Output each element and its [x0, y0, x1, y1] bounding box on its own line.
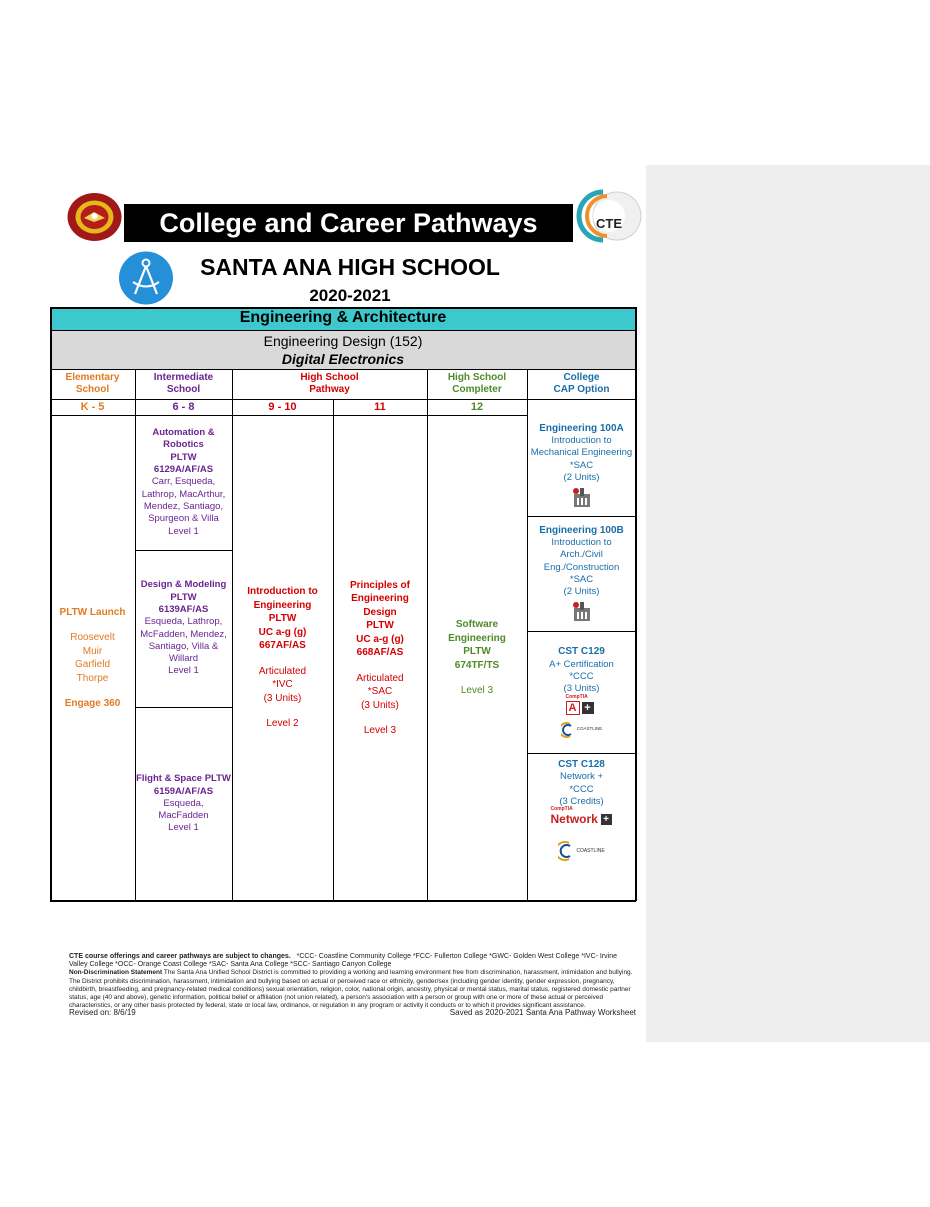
coastline-logo: [561, 722, 603, 738]
sac-tower-icon: [572, 486, 592, 508]
footer-lead: CTE course offerings and career pathways are subject to changes.: [69, 953, 291, 960]
divider: [427, 369, 428, 901]
comptia-a-plus-badge: [565, 693, 598, 716]
network-badge: Network: [550, 812, 598, 827]
divider: [527, 516, 636, 517]
district-seal-icon: [66, 192, 123, 242]
elementary-school: Garfield: [74, 659, 110, 670]
divider: [50, 399, 636, 400]
school-name: SANTA ANA HIGH SCHOOL: [200, 254, 500, 280]
elementary-cell: [50, 415, 135, 901]
elementary-program: PLTW Launch: [59, 606, 126, 618]
grade-12: 12: [470, 400, 484, 413]
divider: [50, 330, 636, 331]
col-header-completer: High School Completer: [447, 371, 507, 395]
coastline-text: COASTLINE: [576, 848, 605, 855]
col-header-intermediate: Intermediate School: [153, 371, 214, 395]
intermediate-course-2: Design & Modeling PLTW 6139AF/AS Esqueda, Lathrop, McFadden, Mendez, Santiago, Villa & Willard Level 1: [140, 579, 227, 677]
college-course-3: CST C129 A+ Certification *CCC (3 Units) CompTIA A + COASTLINE: [527, 631, 636, 753]
col-header-college: College CAP Option: [553, 371, 610, 395]
col-header-elementary: Elementary School: [65, 371, 120, 395]
a-badge: A: [566, 701, 580, 715]
pathway-table: [50, 307, 636, 901]
college-course-4: CST C128 Network + *CCC (3 Credits) CompTIA Network + COASTLINE: [527, 753, 636, 901]
pathway-band: [50, 330, 636, 369]
grade9-10-course: Introduction to Engineering PLTW UC a-g (g) 667AF/AS Articulated *IVC (3 Units) Level 2: [247, 586, 318, 730]
sector-title: Engineering & Architecture: [50, 307, 636, 330]
college-legend: *CCC- Coastline Community College *FCC- Fullerton College *GWC- Golden West College *IVC- Irvine Valley College *OCC- Orange Coast College *SAC- Santa Ana College *SCC- Santiago Canyon College: [69, 953, 618, 969]
intermediate-course-3: Flight & Space PLTW 6159A/AF/AS Esqueda, MacFadden Level 1: [136, 773, 231, 834]
side-panel: [646, 165, 930, 1042]
col-header-high-school: High School Pathway: [300, 371, 359, 395]
intermediate-course-1: Automation & Robotics PLTW 6129A/AF/AS Carr, Esqueda, Lathrop, MacArthur, Mendez, Santiago, Spurgeon & Villa Level 1: [141, 427, 226, 537]
divider: [527, 753, 636, 754]
grade-11: 11: [374, 400, 386, 413]
nds-text: The Santa Ana Unified School District is committed to providing a working and learning environment free from discrimination, harassment, intimidation and bullying. The District prohibits discrimination, harassment, intimidation and bullying based on actual or perceived race or ethnicity, gender/sex (including gender identity, gender expression, pregnancy, childbirth, breastfeeding, and pregnancy-related medical conditions) sexual orientation, religion, color, national origin, ancestry, physical or mental status, marital status, registered domestic partner status, age (40 and above), genetic information, political belief or affiliation (not union related), a person's association with a person or group with one or more of these actual or perceived characteristics, or any other basis protected by federal, state or local law, ordinance, or regulation in any program or activity it conducts or to which it provides significant assistance.: [69, 969, 633, 1010]
grade-k5: K - 5: [80, 400, 105, 413]
cte-logo-text: CTE: [596, 216, 622, 231]
divider: [135, 707, 232, 708]
coastline-text: COASTLINE: [576, 726, 603, 732]
divider: [50, 369, 636, 370]
divider: [135, 369, 136, 901]
elementary-extra: Engage 360: [64, 698, 121, 709]
page-title: College and Career Pathways: [124, 204, 573, 242]
revised-date: Revised on: 8/6/19: [69, 1008, 136, 1017]
plus-icon: +: [601, 814, 612, 825]
divider: [135, 550, 232, 551]
nds-label: Non-Discrimination Statement: [69, 969, 163, 977]
grade11-course: Principles of Engineering Design PLTW UC a-g (g) 668AF/AS Articulated *SAC (3 Units) Level 3: [349, 579, 410, 736]
border-bottom: [50, 900, 636, 902]
footer-notes: [69, 953, 636, 1010]
grade-9-10: 9 - 10: [268, 400, 297, 413]
border-right: [635, 307, 637, 901]
comptia-label: CompTIA: [550, 806, 573, 813]
divider: [333, 399, 334, 901]
cte-logo: [573, 188, 643, 244]
school-year: 2020-2021: [309, 286, 391, 305]
border-top: [50, 307, 636, 309]
elementary-school: Muir: [82, 645, 103, 657]
comptia-network-plus-badge: [550, 806, 613, 827]
border-left: [50, 307, 52, 901]
elementary-school: Thorpe: [76, 672, 109, 684]
college-course-1: Engineering 100A Introduction to Mechanical Engineering *SAC (2 Units): [527, 415, 636, 516]
pathway-name: Engineering Design (152): [263, 332, 423, 349]
coastline-logo: [558, 841, 604, 861]
grade-6-8: 6 - 8: [172, 400, 195, 413]
divider: [527, 369, 528, 901]
divider: [527, 631, 636, 632]
divider: [232, 369, 233, 901]
pathway-course: Digital Electronics: [281, 350, 405, 367]
grade12-course: Software Engineering PLTW 674TF/TS Level 3: [448, 619, 506, 697]
comptia-label: CompTIA: [565, 693, 588, 700]
sac-tower-icon: [572, 600, 592, 622]
saved-as: Saved as 2020-2021 Santa Ana Pathway Worksheet: [449, 1008, 636, 1017]
divider: [50, 415, 527, 416]
plus-icon: +: [582, 702, 594, 714]
elementary-school: Roosevelt: [70, 632, 115, 643]
college-course-2: Engineering 100B Introduction to Arch./Civil Eng./Construction *SAC (2 Units): [527, 516, 636, 631]
